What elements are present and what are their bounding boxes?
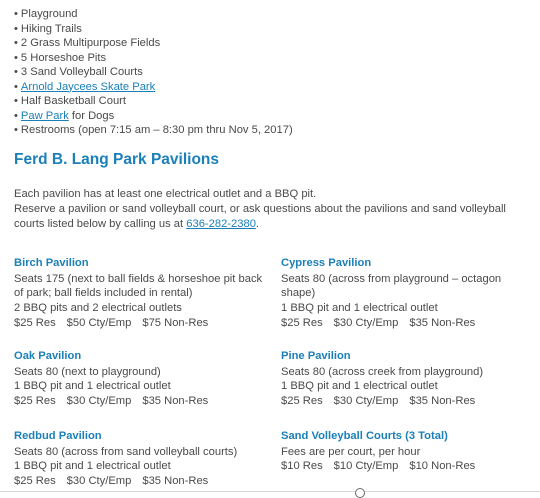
skate-park-link[interactable]: Arnold Jaycees Skate Park <box>20 80 156 93</box>
price-non-res: $35 Non-Res <box>142 475 209 488</box>
pavilion-description: Seats 175 (next to ball fields & horseshoe pit back of park; ball fields included in rental) <box>14 272 263 300</box>
bullet: • <box>14 22 18 35</box>
bullet: • <box>14 80 18 93</box>
price-cty-emp: $30 Cty/Emp <box>66 475 132 488</box>
pavilion-name: Redbud Pavilion <box>14 430 102 442</box>
list-item <box>14 80 293 95</box>
pavilion-prices <box>281 316 531 331</box>
intro-text-span: Reserve a pavilion or sand volleyball court, or ask questions about the pavilions and sand volleyball courts listed below by calling us at <box>14 203 506 230</box>
pavilion-outlets: 1 BBQ pit and 1 electrical outlet <box>14 380 171 393</box>
pavilion-name: Oak Pavilion <box>14 350 82 362</box>
pavilion-description: Fees are per court, per hour <box>281 445 421 458</box>
pavilion-birch <box>14 256 264 331</box>
amenity-label: 3 Sand Volleyball Courts <box>20 66 143 78</box>
pavilion-cypress <box>281 256 531 331</box>
price-non-res: $10 Non-Res <box>409 460 476 473</box>
amenities-list <box>14 7 293 138</box>
paw-park-link[interactable]: Paw Park <box>20 109 69 122</box>
list-item <box>14 36 293 51</box>
bullet: • <box>14 95 18 107</box>
list-item <box>14 123 293 138</box>
price-non-res: $35 Non-Res <box>409 316 476 329</box>
pavilion-oak <box>14 349 264 409</box>
price-cty-emp: $30 Cty/Emp <box>333 395 399 408</box>
pavilion-outlets: 2 BBQ pits and 2 electrical outlets <box>14 302 182 315</box>
price-non-res: $35 Non-Res <box>409 395 476 408</box>
list-item <box>14 22 293 37</box>
amenity-label: Hiking Trails <box>20 22 82 35</box>
amenity-label: Playground <box>20 8 78 20</box>
pavilion-description: Seats 80 (across from playground – octagon shape) <box>281 272 502 300</box>
pavilion-name: Birch Pavilion <box>14 257 89 269</box>
pavilion-prices <box>281 459 531 474</box>
price-res: $10 Res <box>281 460 323 473</box>
price-non-res: $75 Non-Res <box>142 316 209 329</box>
price-cty-emp: $30 Cty/Emp <box>333 316 399 329</box>
pavilion-outlets: 1 BBQ pit and 1 electrical outlet <box>281 302 438 315</box>
pavilion-name: Pine Pavilion <box>281 350 351 362</box>
bullet: • <box>14 66 18 78</box>
bullet: • <box>14 109 18 122</box>
pavilion-description: Seats 80 (across from sand volleyball courts) <box>14 445 238 458</box>
list-item <box>14 109 293 124</box>
price-cty-emp: $30 Cty/Emp <box>66 395 132 408</box>
pavilion-prices <box>14 394 264 409</box>
list-item <box>14 51 293 66</box>
price-res: $25 Res <box>14 475 56 488</box>
amenity-label: for Dogs <box>68 109 115 122</box>
bullet: • <box>14 51 18 64</box>
amenity-label: Half Basketball Court <box>20 95 127 107</box>
intro-line: Each pavilion has at least one electrical outlet and a BBQ pit. <box>14 188 317 200</box>
price-res: $25 Res <box>281 316 323 329</box>
scroll-handle[interactable] <box>355 488 365 498</box>
pavilion-outlets: 1 BBQ pit and 1 electrical outlet <box>14 460 171 473</box>
list-item <box>14 7 293 22</box>
pavilion-prices <box>281 394 531 409</box>
phone-link[interactable]: 636-282-2380 <box>186 218 256 230</box>
pavilion-description: Seats 80 (across creek from playground) <box>281 365 484 378</box>
intro-text-span: . <box>255 218 260 230</box>
pavilion-pine <box>281 349 531 409</box>
amenity-label: 5 Horseshoe Pits <box>20 51 107 64</box>
divider <box>0 491 540 492</box>
bullet: • <box>14 124 18 136</box>
intro-text <box>14 187 529 232</box>
amenity-label: Restrooms (open 7:15 am – 8:30 pm thru Nov 5, 2017) <box>20 124 293 136</box>
price-res: $25 Res <box>14 316 56 329</box>
section-title: Ferd B. Lang Park Pavilions <box>14 151 220 168</box>
price-cty-emp: $10 Cty/Emp <box>333 460 399 473</box>
bullet: • <box>14 8 18 20</box>
amenity-label: 2 Grass Multipurpose Fields <box>20 37 161 49</box>
price-cty-emp: $50 Cty/Emp <box>66 316 132 329</box>
bullet: • <box>14 37 18 49</box>
sand-volleyball-courts <box>281 429 531 474</box>
pavilion-prices <box>14 316 264 331</box>
intro-line <box>14 202 529 232</box>
list-item <box>14 65 293 80</box>
pavilion-name: Cypress Pavilion <box>281 257 372 269</box>
pavilion-prices <box>14 474 264 489</box>
pavilion-outlets: 1 BBQ pit and 1 electrical outlet <box>281 380 438 393</box>
price-non-res: $35 Non-Res <box>142 395 209 408</box>
list-item <box>14 94 293 109</box>
pavilion-redbud <box>14 429 264 489</box>
price-res: $25 Res <box>14 395 56 408</box>
pavilion-name: Sand Volleyball Courts (3 Total) <box>281 430 448 442</box>
pavilion-description: Seats 80 (next to playground) <box>14 365 161 378</box>
price-res: $25 Res <box>281 395 323 408</box>
